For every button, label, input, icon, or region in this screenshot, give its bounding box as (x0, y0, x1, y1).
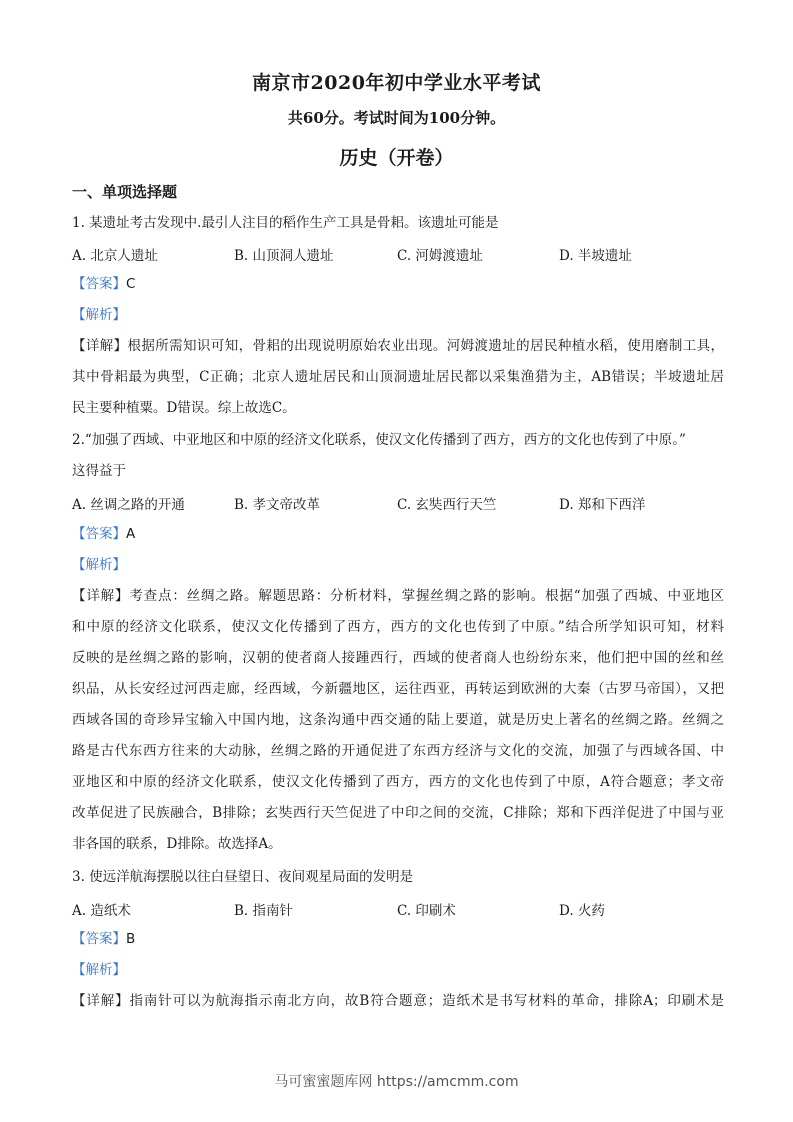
question-3-option-a: A. 造纸术 (72, 903, 131, 919)
question-2-detail-line: 路是古代东西方往来的大动脉，丝绸之路的开通促进了东西方经济与文化的交流，加强了与西域各国、中 (72, 743, 724, 759)
answer-label: 【答案】 (72, 526, 126, 542)
question-3-option-b: B. 指南针 (234, 903, 294, 919)
question-3-analysis (72, 961, 724, 979)
question-1-option-b: B. 山顶洞人遗址 (234, 248, 334, 264)
question-2-option-c: C. 玄奘西行天竺 (397, 497, 497, 513)
answer-value: C (126, 276, 136, 292)
analysis-label: 【解析】 (72, 557, 126, 573)
subject-title: 历史（开卷） (339, 147, 454, 169)
question-2-answer (72, 525, 724, 543)
detail-label: 【详解】 (72, 588, 130, 604)
detail-text: 考查点：丝绸之路。解题思路：分析材料，掌握丝绸之路的影响。根据“加强了西城、中亚地区 (129, 588, 724, 604)
question-2-detail-line: 非各国的联系，D排除。故选择A。 (72, 836, 282, 852)
detail-label: 【详解】 (72, 993, 130, 1009)
question-2-detail-line: 西域各国的奇珍异宝输入中国内地，这条沟通中西交通的陆上要道，就是历史上著名的丝绸之路。丝绸之 (72, 712, 724, 728)
exam-subtitle: 共60分。考试时间为100分钟。 (287, 109, 506, 127)
question-3-option-d: D. 火药 (559, 903, 605, 919)
question-3-stem: 3. 使远洋航海摆脱以往白昼望日、夜间观星局面的发明是 (72, 869, 414, 885)
question-1-option-c: C. 河姆渡遗址 (397, 248, 483, 264)
question-2-detail-line: 织品，从长安经过河西走廊，经西域，今新疆地区，运往西亚，再转运到欧洲的大秦（古罗马帝国），又把 (72, 681, 724, 697)
question-1-detail-line: 其中骨耜最为典型，C正确；北京人遗址居民和山顶洞遗址居民都以采集渔猎为主，AB错误；半坡遗址居 (72, 369, 724, 385)
question-2-detail-line: 改革促进了民族融合，B排除；玄奘西行天竺促进了中印之间的交流，C排除；郑和下西洋促进了中国与亚 (72, 805, 724, 821)
question-3-option-c: C. 印刷术 (397, 903, 456, 919)
question-3-answer (72, 930, 724, 948)
question-1-options (72, 244, 724, 264)
question-1-answer (72, 275, 724, 293)
analysis-label: 【解析】 (72, 962, 126, 978)
question-2-detail-line: 和中原的经济文化联系，使汉文化传播到了西方，西方的文化也传到了中原。”结合所学知识可知，材料 (72, 619, 724, 635)
answer-label: 【答案】 (72, 931, 126, 947)
detail-text: 根据所需知识可知，骨耜的出现说明原始农业出现。河姆渡遗址的居民种植水稻，使用磨制工具， (127, 338, 725, 354)
question-2-stem: 2.“加强了西域、中亚地区和中原的经济文化联系，使汉文化传播到了西方，西方的文化也传到了中原。” (72, 432, 686, 448)
question-2-detail-line (72, 587, 724, 605)
question-2-detail-line: 反映的是丝绸之路的影响，汉朝的使者商人接踵西行，西域的使者商人也纷纷东来，他们把中国的丝和丝 (72, 650, 724, 666)
analysis-label: 【解析】 (72, 307, 126, 323)
question-2-option-d: D. 郑和下西洋 (559, 497, 646, 513)
question-2-stem: 这得益于 (72, 463, 126, 479)
question-1-detail-line (72, 337, 724, 355)
question-2-option-a: A. 丝调之路的开通 (72, 497, 185, 513)
question-3-options (72, 899, 724, 919)
question-1-detail-line: 民主要种植粟。D错误。综上故选C。 (72, 400, 296, 416)
question-2-analysis (72, 556, 724, 574)
question-2-options (72, 493, 724, 513)
question-2-detail-line: 亚地区和中原的经济文化联系，使汉文化传播到了西方，西方的文化也传到了中原，A符合题意；孝文帝 (72, 774, 724, 790)
answer-label: 【答案】 (72, 276, 126, 292)
answer-value: B (126, 931, 136, 947)
question-2-option-b: B. 孝文帝改革 (234, 497, 321, 513)
question-3-detail-line (72, 992, 724, 1010)
question-1-option-d: D. 半坡遗址 (559, 248, 632, 264)
question-1-option-a: A. 北京人遗址 (72, 248, 158, 264)
exam-title: 南京市2020年初中学业水平考试 (252, 72, 541, 94)
detail-text: 指南针可以为航海指示南北方向，故B符合题意；造纸术是书写材料的革命，排除A；印刷术是 (129, 993, 724, 1009)
detail-label: 【详解】 (72, 338, 128, 354)
question-1-stem: 1. 某遗址考古发现中.最引人注目的稻作生产工具是骨耜。该遗址可能是 (72, 215, 499, 231)
answer-value: A (126, 526, 136, 542)
section-heading: 一、单项选择题 (72, 183, 178, 201)
footer-watermark: 马可蜜蜜题库网 https://amcmm.com (274, 1074, 519, 1090)
question-1-analysis (72, 306, 724, 324)
